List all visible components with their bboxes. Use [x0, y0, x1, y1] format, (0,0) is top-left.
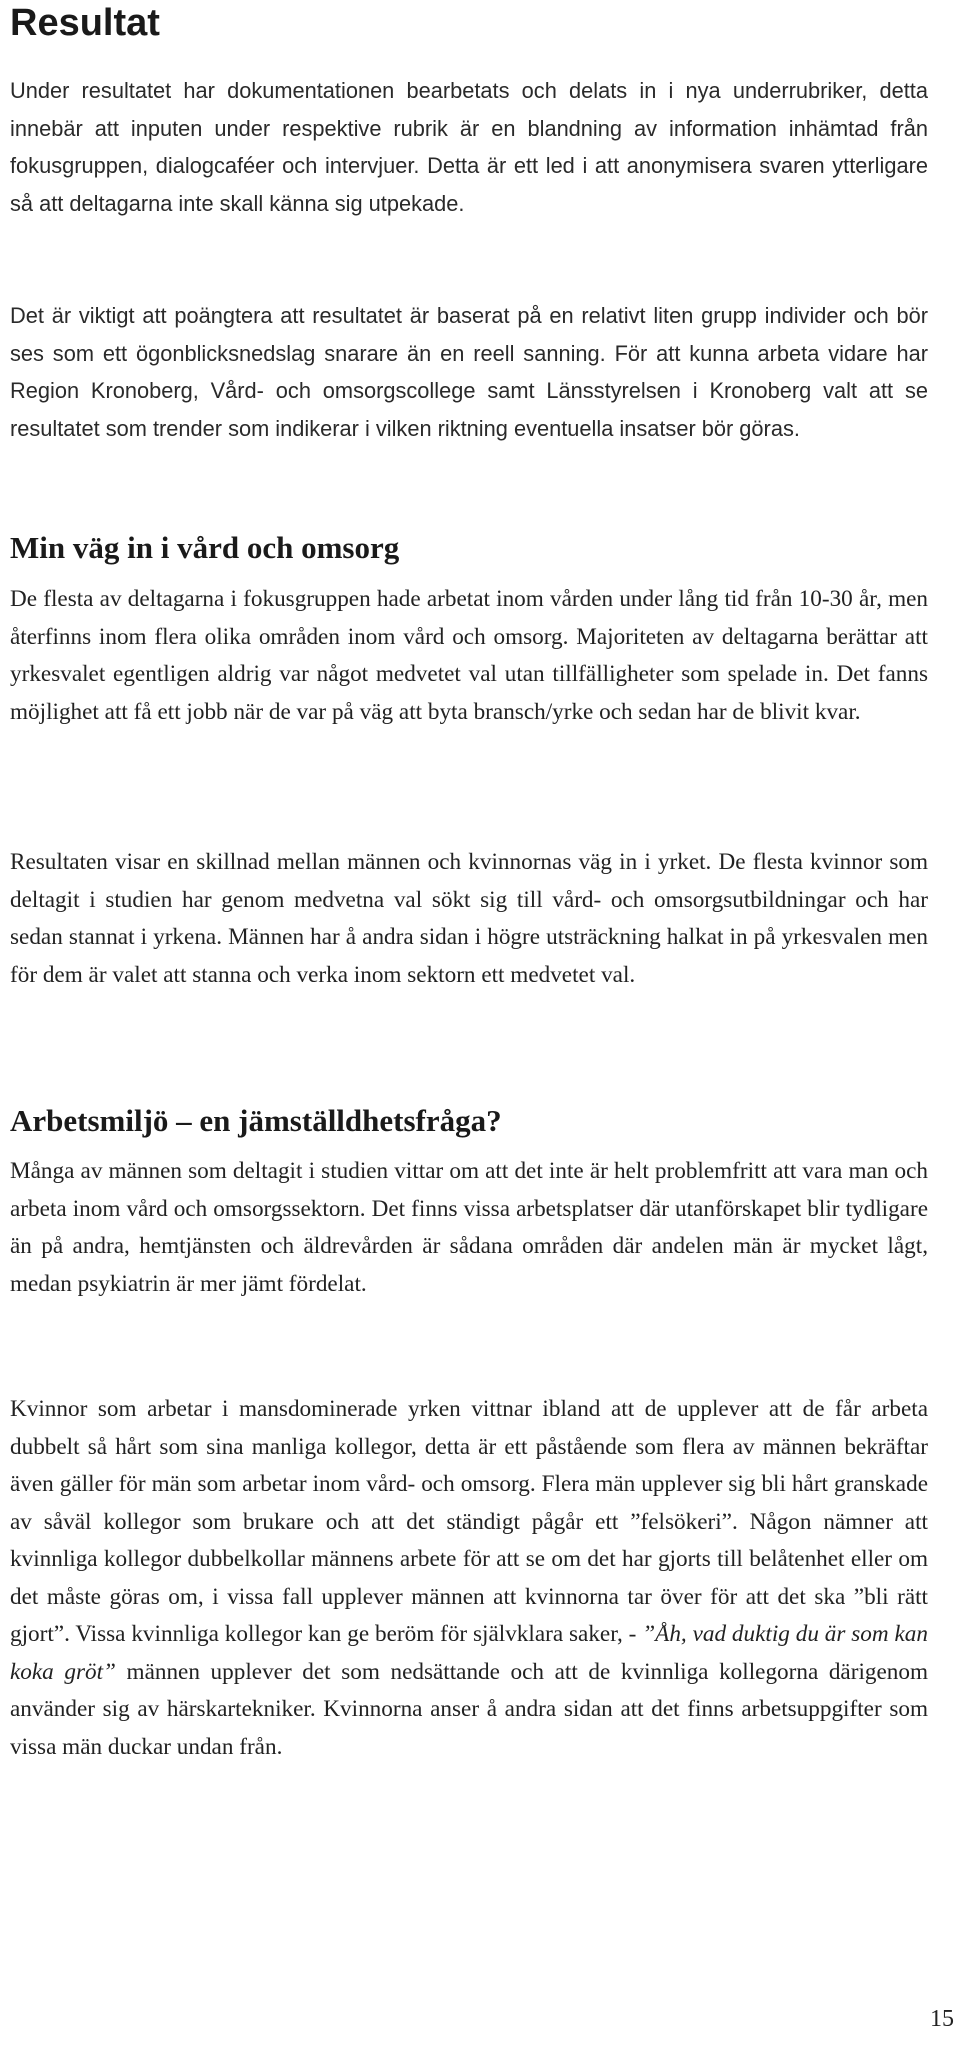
section-heading-arbetsmiljo: Arbetsmiljö – en jämställdhetsfråga? — [10, 1103, 502, 1138]
intro-paragraph-2: Det är viktigt att poängtera att resultatet är baserat på en relativt liten grupp individer och bör ses som ett ögonblicksnedslag snarare än en reell sanning. För att kunna arbeta vidare har Region Kronoberg, Vård- och omsorgscollege samt Länsstyrelsen i Kronoberg valt att se resultatet som trender som indikerar i vilken riktning eventuella insatser bör göras. — [10, 303, 928, 441]
section2-paragraph-2-text-a: Kvinnor som arbetar i mansdominerade yrken vittnar ibland att de upplever att de får arbeta dubbelt så hårt som sina manliga kollegor, detta är ett påstående som flera av männen bekräftar även gäller för män som arbetar inom vård- och omsorg. Flera män upplever sig bli hårt granskade av såväl kollegor som brukare och att det ständigt pågår ett ”felsökeri”. Någon nämner att kvinnliga kollegor dubbelkollar männens arbete för att se om det har gjorts till belåtenhet eller om det måste göras om, i vissa fall upplever männen att kvinnorna tar över för att det ska ”bli rätt gjort”. Vissa kvinnliga kollegor kan ge beröm för självklara saker, - — [10, 1396, 928, 1647]
section2-quote: ”Åh, vad duktig du är som kan koka gröt” — [10, 1621, 928, 1685]
section2-paragraph-2 — [10, 1391, 928, 1766]
page-heading: Resultat — [10, 2, 160, 44]
section2-paragraph-2-text-b: männen upplever det som nedsättande och att de kvinnliga kollegorna därigenom använder sig av härskartekniker. Kvinnorna anser å andra sidan att det finns arbetsuppgifter som vissa män duckar undan från. — [10, 1658, 928, 1760]
section1-paragraph-2: Resultaten visar en skillnad mellan männen och kvinnornas väg in i yrket. De flesta kvinnor som deltagit i studien har genom medvetna val sökt sig till vård- och omsorgsutbildningar och har sedan stannat i yrkena. Männen har å andra sidan i högre utsträckning halkat in på yrkesvalen men för dem är valet att stanna och verka inom sektorn ett medvetet val. — [10, 849, 928, 988]
intro-paragraph-1: Under resultatet har dokumentationen bearbetats och delats in i nya underrubriker, detta innebär att inputen under respektive rubrik är en blandning av information inhämtad från fokusgruppen, dialogcaféer och intervjuer. Detta är ett led i att anonymisera svaren ytterligare så att deltagarna inte skall känna sig utpekade. — [10, 78, 928, 216]
section-heading-min-vag: Min väg in i vård och omsorg — [10, 530, 400, 565]
section2-paragraph-1: Många av männen som deltagit i studien vittar om att det inte är helt problemfritt att vara man och arbeta inom vård och omsorgssektorn. Det finns vissa arbetsplatser där utanförskapet blir tydligare än på andra, hemtjänsten och äldrevården är sådana områden där andelen män är mycket lågt, medan psykiatrin är mer jämt fördelat. — [10, 1158, 928, 1297]
section1-paragraph-1: De flesta av deltagarna i fokusgruppen hade arbetat inom vården under lång tid från 10-30 år, men återfinns inom flera olika områden inom vård och omsorg. Majoriteten av deltagarna berättar att yrkesvalet egentligen aldrig var något medvetet val utan tillfälligheter som spelade in. Det fanns möjlighet att få ett jobb när de var på väg att byta bransch/yrke och sedan har de blivit kvar. — [10, 586, 928, 725]
page-number: 15 — [930, 2006, 954, 2032]
